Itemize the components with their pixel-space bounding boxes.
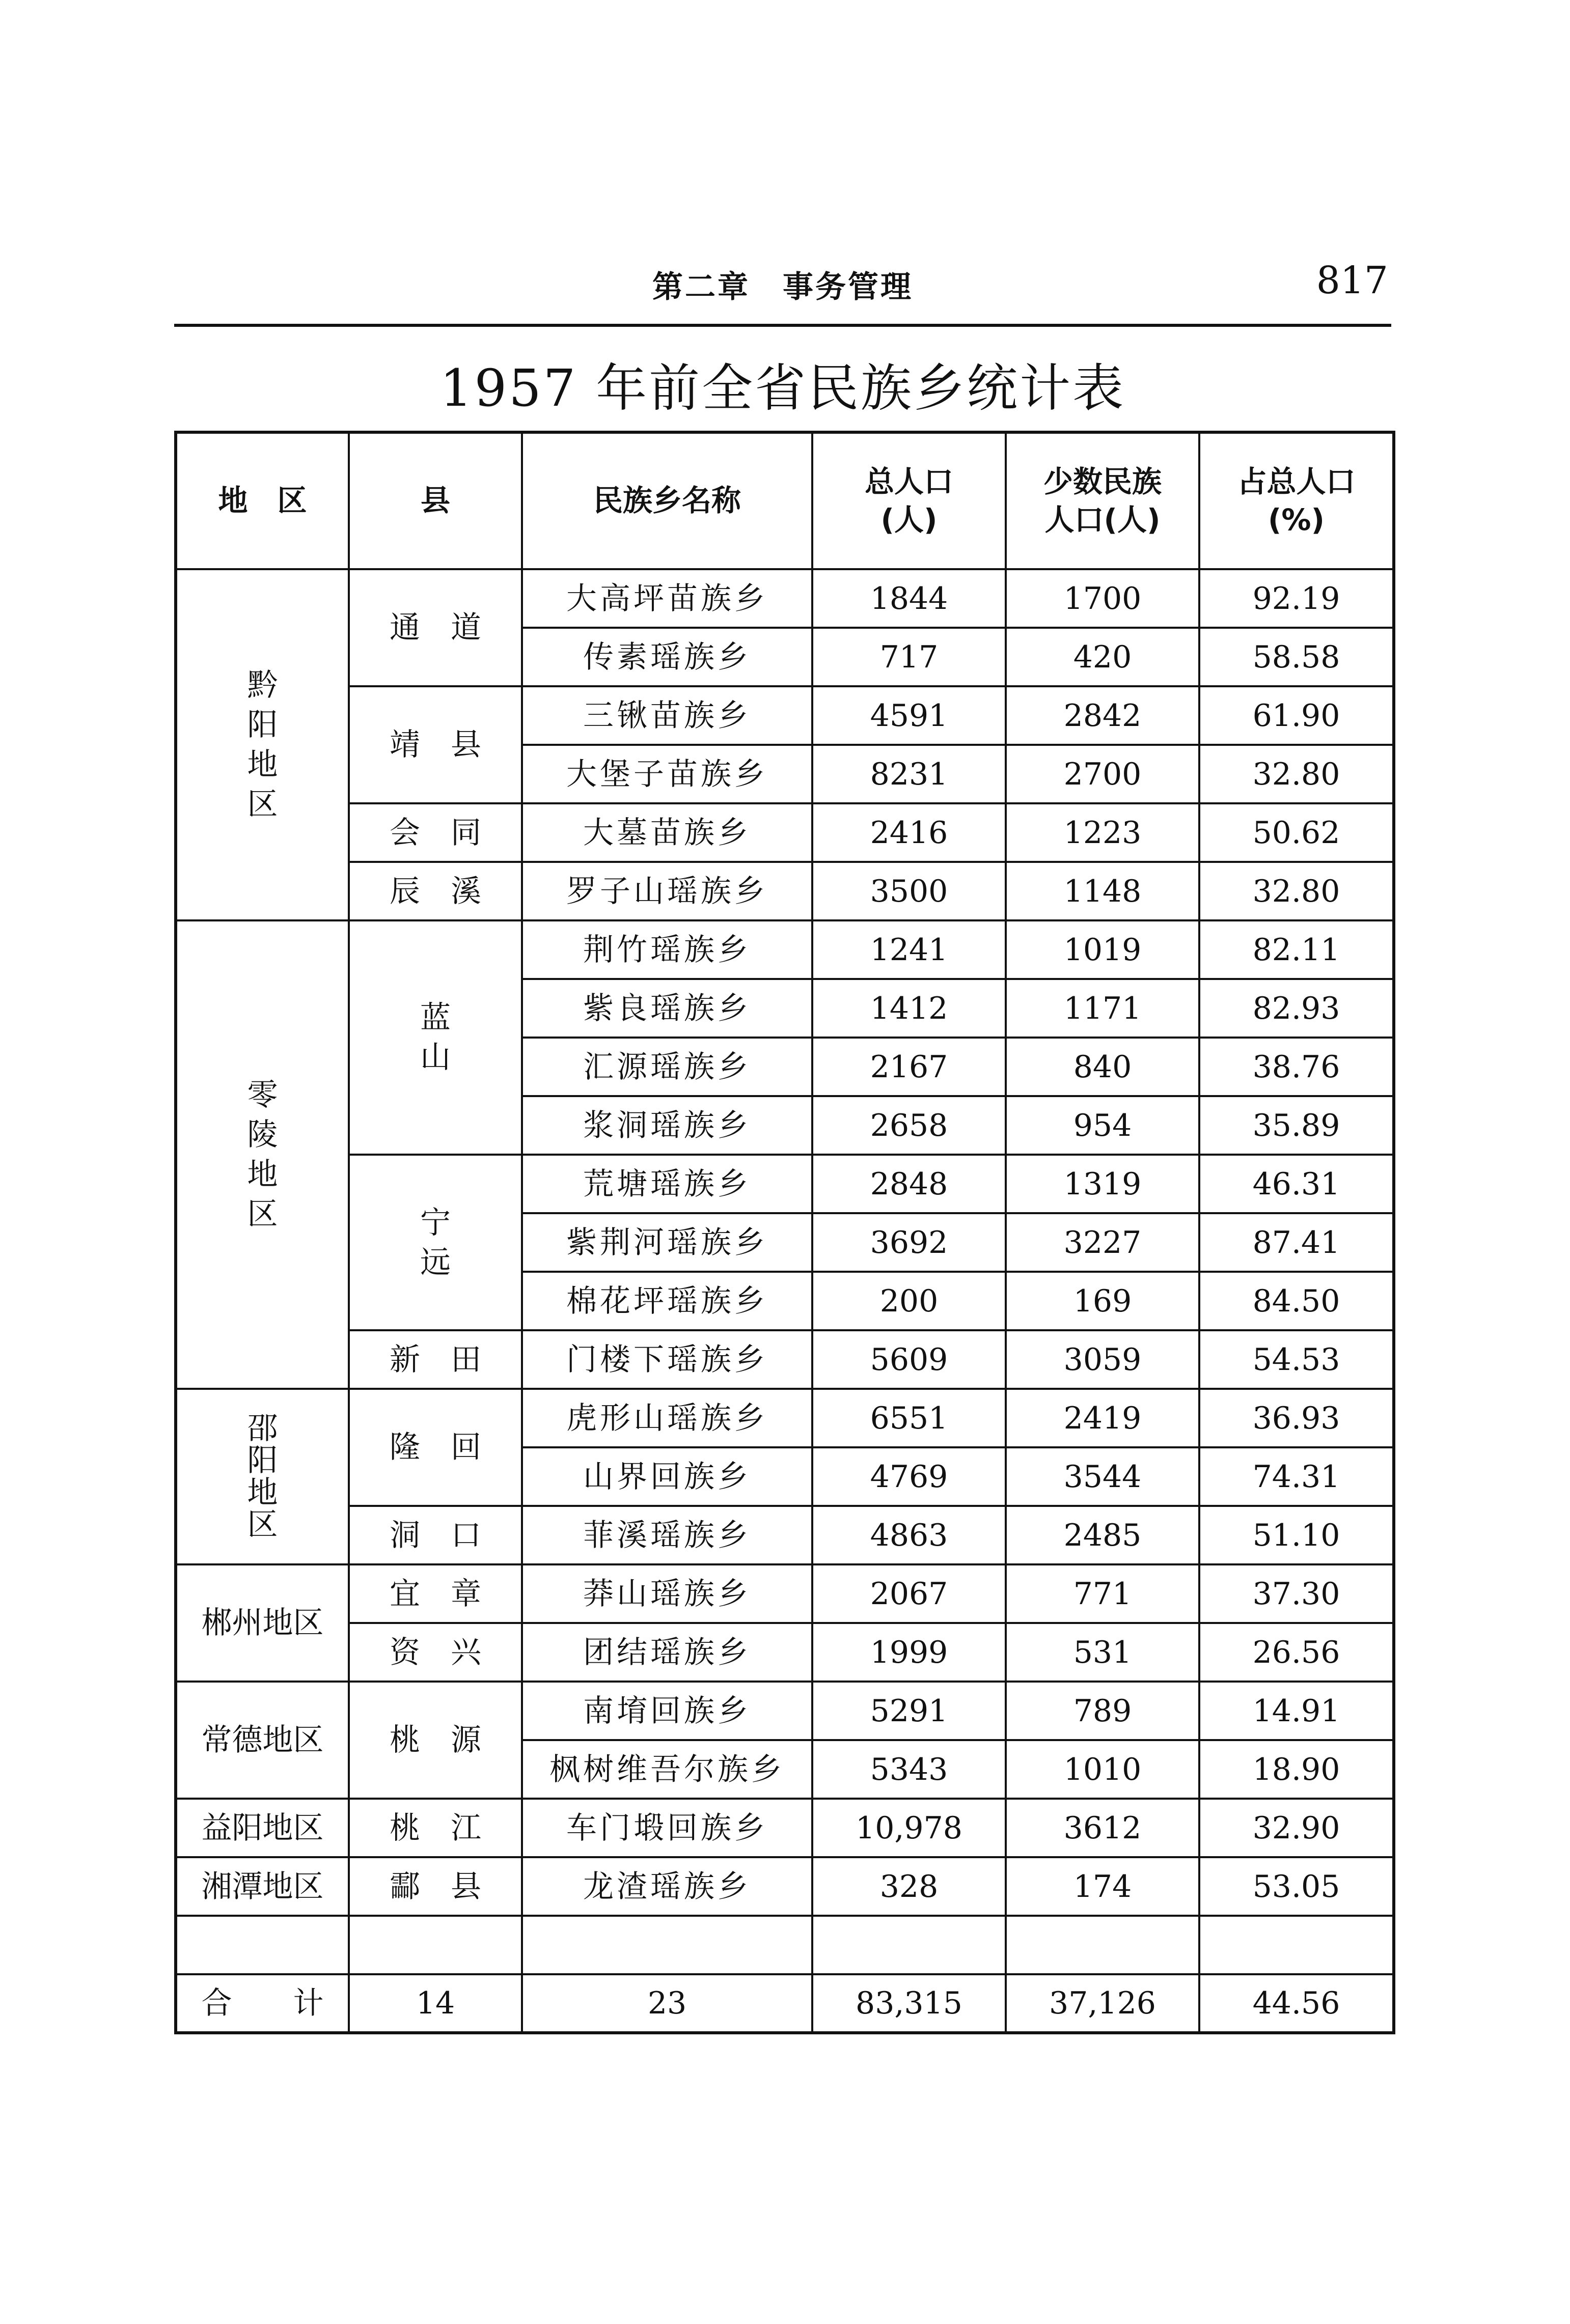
- col-header-county: 县: [349, 432, 522, 569]
- total-pop: 5291: [812, 1682, 1006, 1740]
- county-cell-longhui: 隆 回: [349, 1389, 522, 1506]
- total-pop: 2658: [812, 1096, 1006, 1155]
- township-name: 紫荆河瑶族乡: [522, 1213, 812, 1272]
- region-char: 邵: [247, 1410, 278, 1446]
- county-char: 远: [420, 1244, 451, 1280]
- township-name: 浆洞瑶族乡: [522, 1096, 812, 1155]
- ratio: 87.41: [1199, 1213, 1394, 1272]
- totals-townships: 23: [522, 1974, 812, 2033]
- total-pop: 8231: [812, 745, 1006, 803]
- header-row: [176, 432, 1394, 569]
- blank-cell: [1006, 1916, 1199, 1974]
- township-name: 车门塅回族乡: [522, 1799, 812, 1857]
- totals-total-pop: 83,315: [812, 1974, 1006, 2033]
- county-cell-dongkou: 洞 口: [349, 1506, 522, 1564]
- minority-pop: 1223: [1006, 803, 1199, 862]
- table-title: 1957 年前全省民族乡统计表: [439, 358, 1126, 418]
- minority-pop: 2419: [1006, 1389, 1199, 1447]
- ratio: 18.90: [1199, 1740, 1394, 1799]
- minority-pop: 1700: [1006, 569, 1199, 628]
- col-header-region: 地 区: [176, 432, 349, 569]
- region-char: 陵: [247, 1117, 278, 1153]
- totals-ratio: 44.56: [1199, 1974, 1394, 2033]
- total-pop: 3500: [812, 862, 1006, 920]
- table-row: [176, 1799, 1394, 1857]
- minority-pop: 1319: [1006, 1155, 1199, 1213]
- region-char: 区: [247, 1506, 278, 1543]
- township-name: 三锹苗族乡: [522, 686, 812, 745]
- ratio: 58.58: [1199, 628, 1394, 686]
- total-pop: 1844: [812, 569, 1006, 628]
- county-cell-lanshan: [349, 920, 522, 1155]
- total-pop: 4769: [812, 1447, 1006, 1506]
- page-header: [174, 255, 1391, 327]
- totals-row: [176, 1974, 1394, 2033]
- township-name: 山界回族乡: [522, 1447, 812, 1506]
- col-header-minority-pop-line1: 少数民族: [1043, 464, 1162, 499]
- township-name: 南堉回族乡: [522, 1682, 812, 1740]
- minority-pop: 1019: [1006, 920, 1199, 979]
- minority-pop: 2700: [1006, 745, 1199, 803]
- page-number: 817: [1316, 259, 1388, 302]
- table-row: [176, 1564, 1394, 1623]
- township-name: 大高坪苗族乡: [522, 569, 812, 628]
- ratio: 32.90: [1199, 1799, 1394, 1857]
- county-cell-taoyuan: 桃 源: [349, 1682, 522, 1799]
- ratio: 54.53: [1199, 1330, 1394, 1389]
- table-row: [176, 569, 1394, 628]
- table-row: [176, 1330, 1394, 1389]
- minority-pop: 174: [1006, 1857, 1199, 1916]
- ratio: 14.91: [1199, 1682, 1394, 1740]
- ratio: 32.80: [1199, 862, 1394, 920]
- region-char: 区: [247, 787, 278, 822]
- col-header-total-pop: [812, 432, 1006, 569]
- total-pop: 2167: [812, 1038, 1006, 1096]
- total-pop: 2067: [812, 1564, 1006, 1623]
- ratio: 84.50: [1199, 1272, 1394, 1330]
- county-cell-chenxi: 辰 溪: [349, 862, 522, 920]
- col-header-township: 民族乡名称: [522, 432, 812, 569]
- township-name: 传素瑶族乡: [522, 628, 812, 686]
- total-pop: 2848: [812, 1155, 1006, 1213]
- minority-pop: 531: [1006, 1623, 1199, 1682]
- ratio: 46.31: [1199, 1155, 1394, 1213]
- col-header-ratio-line2: (%): [1268, 502, 1325, 537]
- minority-pop: 3544: [1006, 1447, 1199, 1506]
- table-row: [176, 686, 1394, 745]
- total-pop: 4591: [812, 686, 1006, 745]
- region-char: 阳: [247, 707, 278, 743]
- township-name: 罗子山瑶族乡: [522, 862, 812, 920]
- total-pop: 1241: [812, 920, 1006, 979]
- minority-pop: 1148: [1006, 862, 1199, 920]
- total-pop: 6551: [812, 1389, 1006, 1447]
- minority-pop: 3059: [1006, 1330, 1199, 1389]
- county-cell-yizhang: 宜 章: [349, 1564, 522, 1623]
- ratio: 32.80: [1199, 745, 1394, 803]
- township-name: 门楼下瑶族乡: [522, 1330, 812, 1389]
- county-cell-xintian: 新 田: [349, 1330, 522, 1389]
- county-cell-zixing: 资 兴: [349, 1623, 522, 1682]
- minority-pop: 954: [1006, 1096, 1199, 1155]
- ratio: 36.93: [1199, 1389, 1394, 1447]
- region-cell-xiangtan: 湘潭地区: [176, 1857, 349, 1916]
- ratio: 82.11: [1199, 920, 1394, 979]
- minority-pop: 789: [1006, 1682, 1199, 1740]
- county-char: 宁: [420, 1205, 451, 1241]
- col-header-minority-pop-line2: 人口(人): [1044, 502, 1161, 537]
- region-char: 区: [247, 1196, 278, 1232]
- ratio: 50.62: [1199, 803, 1394, 862]
- county-cell-jingxian: 靖 县: [349, 686, 522, 803]
- ethnic-township-table: [174, 431, 1395, 2034]
- blank-row: [176, 1916, 1394, 1974]
- ratio: 61.90: [1199, 686, 1394, 745]
- township-name: 荆竹瑶族乡: [522, 920, 812, 979]
- ratio: 92.19: [1199, 569, 1394, 628]
- township-name: 莽山瑶族乡: [522, 1564, 812, 1623]
- total-pop: 5343: [812, 1740, 1006, 1799]
- township-name: 菲溪瑶族乡: [522, 1506, 812, 1564]
- table-row: [176, 1857, 1394, 1916]
- blank-cell: [349, 1916, 522, 1974]
- minority-pop: 1010: [1006, 1740, 1199, 1799]
- total-pop: 1412: [812, 979, 1006, 1038]
- blank-cell: [1199, 1916, 1394, 1974]
- township-name: 紫良瑶族乡: [522, 979, 812, 1038]
- township-name: 龙渣瑶族乡: [522, 1857, 812, 1916]
- county-cell-lingxian: 酃 县: [349, 1857, 522, 1916]
- township-name: 枫树维吾尔族乡: [522, 1740, 812, 1799]
- township-name: 虎形山瑶族乡: [522, 1389, 812, 1447]
- table-row: [176, 1682, 1394, 1740]
- minority-pop: 840: [1006, 1038, 1199, 1096]
- total-pop: 4863: [812, 1506, 1006, 1564]
- chapter-title: 第二章 事务管理: [652, 269, 913, 305]
- total-pop: 1999: [812, 1623, 1006, 1682]
- county-cell-ningyuan: [349, 1155, 522, 1330]
- col-header-total-pop-line1: 总人口: [864, 464, 953, 499]
- ratio: 82.93: [1199, 979, 1394, 1038]
- totals-counties: 14: [349, 1974, 522, 2033]
- total-pop: 5609: [812, 1330, 1006, 1389]
- total-pop: 328: [812, 1857, 1006, 1916]
- region-cell-lingling: [176, 920, 349, 1389]
- ratio: 51.10: [1199, 1506, 1394, 1564]
- col-header-ratio-line1: 占总人口: [1237, 464, 1356, 499]
- township-name: 棉花坪瑶族乡: [522, 1272, 812, 1330]
- county-cell-tongdao: 通 道: [349, 569, 522, 686]
- minority-pop: 420: [1006, 628, 1199, 686]
- region-char: 黔: [247, 667, 278, 703]
- ratio: 26.56: [1199, 1623, 1394, 1682]
- region-cell-qianyang: [176, 569, 349, 920]
- township-name: 大墓苗族乡: [522, 803, 812, 862]
- blank-cell: [176, 1916, 349, 1974]
- totals-minority-pop: 37,126: [1006, 1974, 1199, 2033]
- ratio: 38.76: [1199, 1038, 1394, 1096]
- ratio: 53.05: [1199, 1857, 1394, 1916]
- township-name: 团结瑶族乡: [522, 1623, 812, 1682]
- blank-cell: [522, 1916, 812, 1974]
- county-char: 蓝: [420, 1000, 451, 1035]
- total-pop: 10,978: [812, 1799, 1006, 1857]
- total-pop: 2416: [812, 803, 1006, 862]
- total-pop: 717: [812, 628, 1006, 686]
- township-name: 汇源瑶族乡: [522, 1038, 812, 1096]
- table-row: [176, 1623, 1394, 1682]
- table-row: [176, 803, 1394, 862]
- region-cell-yiyang: 益阳地区: [176, 1799, 349, 1857]
- blank-cell: [812, 1916, 1006, 1974]
- table-row: [176, 1506, 1394, 1564]
- township-name: 荒塘瑶族乡: [522, 1155, 812, 1213]
- minority-pop: 2485: [1006, 1506, 1199, 1564]
- ratio: 37.30: [1199, 1564, 1394, 1623]
- region-char: 零: [247, 1077, 278, 1113]
- ratio: 74.31: [1199, 1447, 1394, 1506]
- col-header-ratio: [1199, 432, 1394, 569]
- region-char: 地: [247, 1474, 278, 1510]
- total-pop: 3692: [812, 1213, 1006, 1272]
- col-header-total-pop-line2: (人): [880, 502, 938, 537]
- township-name: 大堡子苗族乡: [522, 745, 812, 803]
- minority-pop: 771: [1006, 1564, 1199, 1623]
- region-cell-chenzhou: 郴州地区: [176, 1564, 349, 1682]
- region-cell-shaoyang: [176, 1389, 349, 1564]
- minority-pop: 2842: [1006, 686, 1199, 745]
- county-char: 山: [420, 1040, 451, 1075]
- ratio: 35.89: [1199, 1096, 1394, 1155]
- minority-pop: 3227: [1006, 1213, 1199, 1272]
- col-header-minority-pop: [1006, 432, 1199, 569]
- county-cell-taojiang: 桃 江: [349, 1799, 522, 1857]
- table-row: [176, 920, 1394, 979]
- region-char: 地: [247, 747, 278, 782]
- region-char: 地: [247, 1157, 278, 1192]
- region-char: 阳: [247, 1442, 278, 1478]
- minority-pop: 1171: [1006, 979, 1199, 1038]
- totals-label: 合 计: [176, 1974, 349, 2033]
- table-row: [176, 1155, 1394, 1213]
- region-cell-changde: 常德地区: [176, 1682, 349, 1799]
- table-row: [176, 862, 1394, 920]
- minority-pop: 3612: [1006, 1799, 1199, 1857]
- total-pop: 200: [812, 1272, 1006, 1330]
- minority-pop: 169: [1006, 1272, 1199, 1330]
- county-cell-huitong: 会 同: [349, 803, 522, 862]
- table-row: [176, 1389, 1394, 1447]
